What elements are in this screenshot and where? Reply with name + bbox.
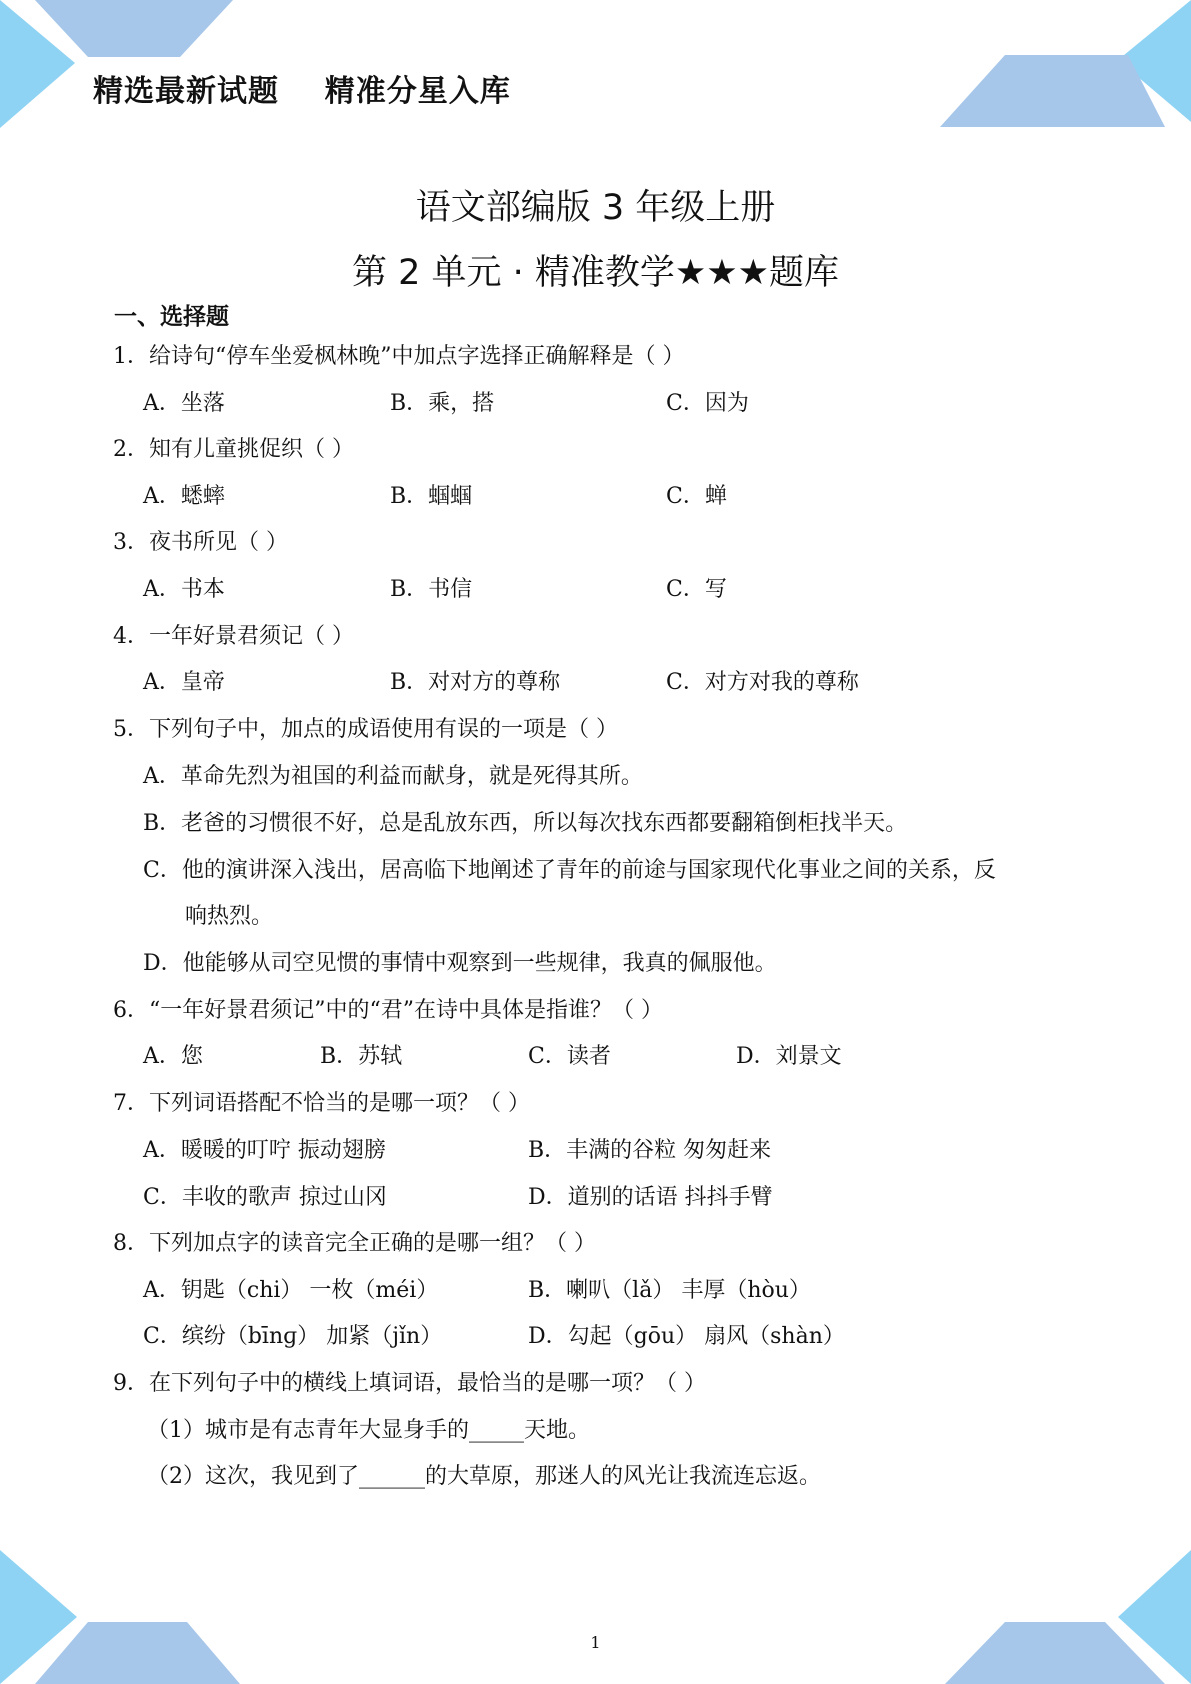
question-1-stem: 1．给诗句“停车坐爱枫林晚”中加点字选择正确解释是（ ） xyxy=(113,344,685,369)
question-6-stem: 6．“一年好景君须记”中的“君”在诗中具体是指谁？（ ） xyxy=(113,998,663,1023)
question-8-option-d: D．勾起（gōu） 扇风（shàn） xyxy=(528,1324,845,1349)
document-title: 语文部编版 3 年级上册 xyxy=(415,188,776,228)
question-5-option-b: B．老爸的习惯很不好，总是乱放东西，所以每次找东西都要翻箱倒柜找半天。 xyxy=(143,811,908,836)
question-6-option-c: C．读者 xyxy=(528,1044,611,1069)
question-5-stem: 5．下列句子中，加点的成语使用有误的一项是（ ） xyxy=(113,717,618,742)
question-1-option-c: C．因为 xyxy=(666,391,749,416)
question-6-option-a: A．您 xyxy=(143,1044,203,1069)
question-5-option-c-continued: 响热烈。 xyxy=(185,904,274,929)
question-1-option-a: A．坐落 xyxy=(143,391,225,416)
question-7-stem: 7．下列词语搭配不恰当的是哪一项？（ ） xyxy=(113,1091,530,1116)
question-5-option-d: D．他能够从司空见惯的事情中观察到一些规律，我真的佩服他。 xyxy=(143,951,777,976)
question-9-stem: 9．在下列句子中的横线上填词语，最恰当的是哪一项？（ ） xyxy=(113,1371,706,1396)
question-3-option-b: B．书信 xyxy=(390,577,473,602)
top-left-trapezoid xyxy=(35,0,233,57)
question-2-option-c: C．蝉 xyxy=(666,484,727,509)
question-7-option-c: C．丰收的歌声 掠过山冈 xyxy=(143,1185,387,1210)
question-2-option-b: B．蝈蝈 xyxy=(390,484,473,509)
question-8-option-c: C．缤纷（bīnɡ） 加紧（jǐn） xyxy=(143,1324,443,1349)
question-5-option-c: C．他的演讲深入浅出，居高临下地阐述了青年的前途与国家现代化事业之间的关系，反 xyxy=(143,858,996,883)
question-3-option-a: A．书本 xyxy=(143,577,225,602)
top-right-trapezoid xyxy=(940,55,1165,127)
question-8-stem: 8．下列加点字的读音完全正确的是哪一组？（ ） xyxy=(113,1231,596,1256)
question-2-option-a: A．蟋蟀 xyxy=(143,484,225,509)
question-7-option-b: B．丰满的谷粒 匆匆赶来 xyxy=(528,1138,772,1163)
page-number: 1 xyxy=(590,1633,601,1652)
question-4-option-b: B．对对方的尊称 xyxy=(390,670,561,695)
question-9-sentence-2: （2）这次，我见到了______的大草原，那迷人的风光让我流连忘返。 xyxy=(147,1464,821,1489)
question-7-option-a: A．暖暖的叮咛 振动翅膀 xyxy=(143,1138,386,1163)
question-9-sentence-1: （1）城市是有志青年大显身手的_____天地。 xyxy=(147,1418,590,1443)
question-3-option-c: C．写 xyxy=(666,577,727,602)
bottom-left-trapezoid xyxy=(35,1622,240,1684)
question-4-option-c: C．对方对我的尊称 xyxy=(666,670,859,695)
question-5-option-a: A．革命先烈为祖国的利益而献身，就是死得其所。 xyxy=(143,764,643,789)
question-4-stem: 4．一年好景君须记（ ） xyxy=(113,624,354,649)
header-slogan: 精选最新试题 精准分星入库 xyxy=(93,74,511,109)
question-7-option-d: D．道别的话语 抖抖手臂 xyxy=(528,1185,773,1210)
question-8-option-a: A．钥匙（chi） 一枚（méi） xyxy=(143,1278,439,1303)
question-6-option-d: D．刘景文 xyxy=(736,1044,842,1069)
question-4-option-a: A．皇帝 xyxy=(143,670,225,695)
question-3-stem: 3．夜书所见（ ） xyxy=(113,530,288,555)
document-subtitle: 第 2 单元 · 精准教学★★★题库 xyxy=(351,253,840,293)
question-1-option-b: B．乘，搭 xyxy=(390,391,495,416)
section-heading: 一、选择题 xyxy=(114,304,229,330)
bottom-right-trapezoid xyxy=(945,1622,1165,1684)
question-2-stem: 2．知有儿童挑促织（ ） xyxy=(113,437,354,462)
question-6-option-b: B．苏轼 xyxy=(320,1044,403,1069)
question-8-option-b: B．喇叭（lǎ） 丰厚（hòu） xyxy=(528,1278,811,1303)
